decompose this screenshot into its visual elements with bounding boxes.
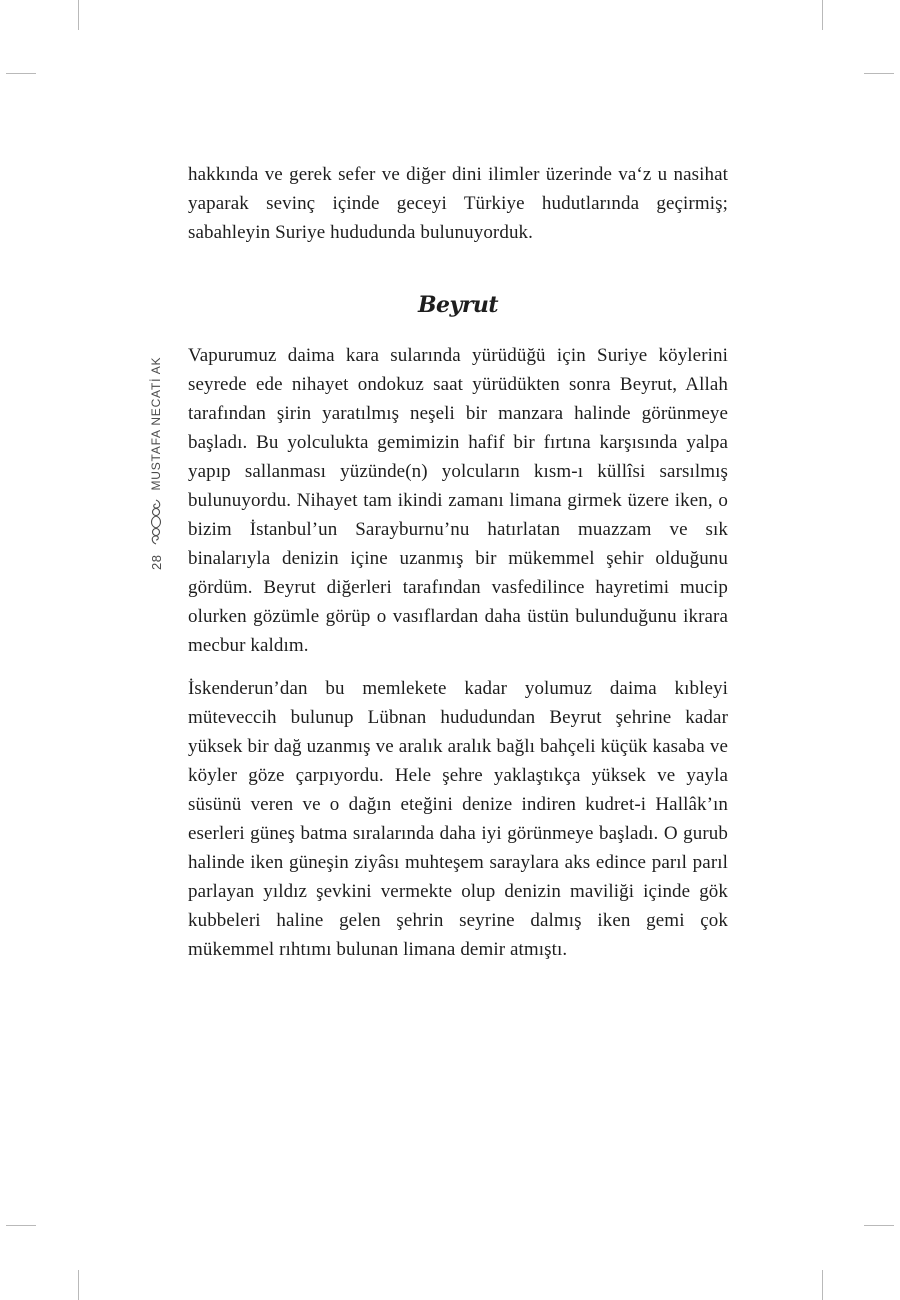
page-body — [188, 160, 728, 964]
running-header — [146, 357, 166, 570]
scroll-ornament-icon — [149, 499, 163, 545]
page-number: 28 — [148, 554, 164, 570]
crop-mark-left-top — [6, 73, 36, 74]
paragraph-intro: hakkında ve gerek sefer ve diğer dini ilimler üzerinde va‘z u nasihat yaparak sevinç içinde geceyi Türkiye hudutlarında geçirmiş; sabahleyin Suriye hududunda bulunuyorduk. — [188, 164, 728, 243]
paragraph-2: İskenderun’dan bu memlekete kadar yolumuz daima kıbleyi müteveccih bulunup Lübnan hududundan Beyrut şehrine kadar yüksek bir dağ uzanmış ve aralık aralık bağlı bahçeli küçük kasaba ve köyler göze çarpıyordu. Hele şehre yaklaştıkça yüksek ve yayla süsünü veren ve o dağın eteğini denize indiren kudret-i Hallâk’ın eserleri güneş batma sıralarında daha iyi görünmeye başladı. O gurub halinde iken güneşin ziyâsı muhteşem saraylara aks edince parıl parıl parlayan yıldız şevkini vermekte olup denizin maviliği içinde gök kubbeleri haline gelen şehrin seyrine dalmış iken gemi çok mükemmel rıhtımı bulunan limana demir atmıştı. — [188, 678, 728, 960]
crop-mark-right-top — [864, 73, 894, 74]
author-name: MUSTAFA NECATİ AK — [149, 356, 163, 491]
paragraph-1: Vapurumuz daima kara sularında yürüdüğü için Suriye köylerini seyrede ede nihayet ondokuz saat yürüdükten sonra Beyrut, Allah tarafından şirin yaratılmış neşeli bir manzara halinde görünmeye başladı. Bu yolculukta gemimizin hafif bir fırtına karşısında yalpa yapıp sallanması yüzünde(n) yolcuların kısm-ı küllîsi sarsılmış bulunuyordu. Nihayet tam ikindi zamanı limana girmek üzere iken, o bizim İstanbul’un Sarayburnu’nu hatırlatan muazzam ve sık binalarıyla denizin içine uzanmış bir mükemmel şehir olduğunu gördüm. Beyrut diğerleri tarafından vasfedilince hayretimi mucip olurken gözümle görüp o vasıflardan daha üstün bulunduğunu ikrara mecbur kaldım. — [188, 345, 728, 656]
crop-mark-left-bottom — [6, 1225, 36, 1226]
crop-mark-bottom-right — [822, 1270, 823, 1300]
crop-mark-top-left — [78, 0, 79, 30]
crop-mark-right-bottom — [864, 1225, 894, 1226]
crop-mark-top-right — [822, 0, 823, 30]
section-title: Beyrut — [417, 292, 499, 318]
crop-mark-bottom-left — [78, 1270, 79, 1300]
